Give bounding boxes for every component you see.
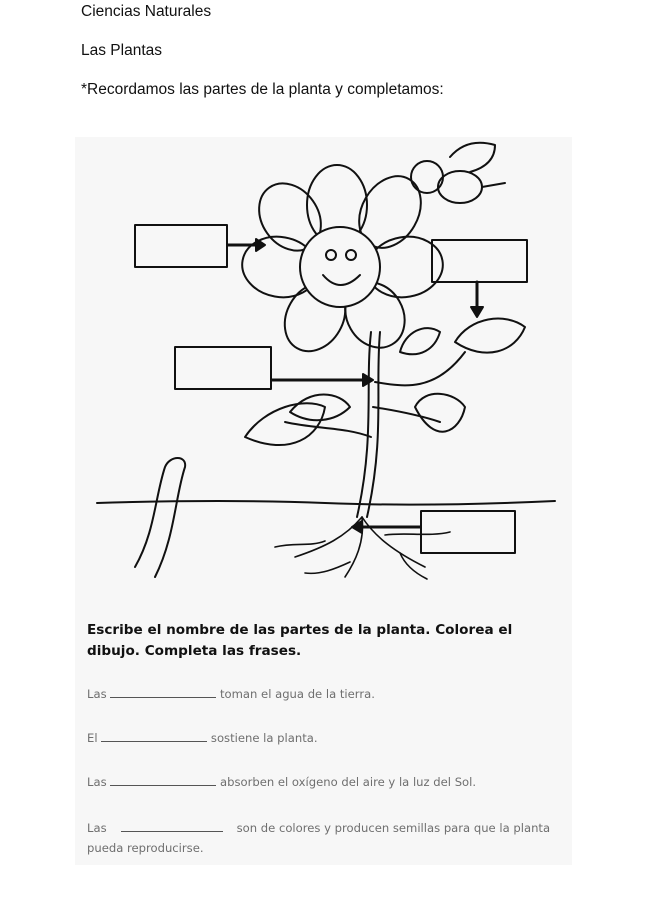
topic-title: Las Plantas: [81, 42, 162, 59]
side-branch-lower-right: [373, 407, 440, 422]
label-box-flower: [135, 225, 227, 267]
leaf-right-low: [415, 394, 465, 432]
answer-blank[interactable]: [110, 687, 216, 698]
stem: [357, 332, 380, 517]
answer-blank[interactable]: [101, 731, 207, 742]
ground-line: [97, 501, 555, 505]
worksheet: [75, 137, 572, 865]
plant-illustration: [75, 137, 572, 597]
leaf-left: [245, 403, 325, 445]
sentence-stem: El sostiene la planta.: [87, 731, 318, 745]
sentence-flowers: Las son de colores y producen semillas para que la planta pueda reproducirse.: [87, 821, 551, 855]
flower-center: [300, 227, 380, 307]
sentence-leaves: Las absorben el oxígeno del aire y la luz del Sol.: [87, 775, 477, 789]
leaf-left-2: [290, 395, 350, 421]
answer-blank[interactable]: [110, 775, 216, 786]
instruction-text: Escribe el nombre de las partes de la planta. Colorea el dibujo. Completa las frases.: [87, 622, 513, 659]
side-branch-left: [285, 422, 371, 437]
subject-title: Ciencias Naturales: [81, 3, 212, 20]
worm: [135, 458, 185, 577]
label-box-stem: [175, 347, 271, 389]
bee: [411, 143, 505, 203]
label-box-leaves: [432, 240, 527, 282]
leaf-right-top: [455, 319, 525, 353]
sentence-roots: Las toman el agua de la tierra.: [87, 687, 375, 701]
label-box-roots: [421, 511, 515, 553]
side-branch-right: [375, 352, 465, 385]
activity-prompt: *Recordamos las partes de la planta y completamos:: [81, 81, 444, 98]
answer-blank[interactable]: [121, 821, 223, 832]
leaf-mid-right: [400, 328, 440, 354]
